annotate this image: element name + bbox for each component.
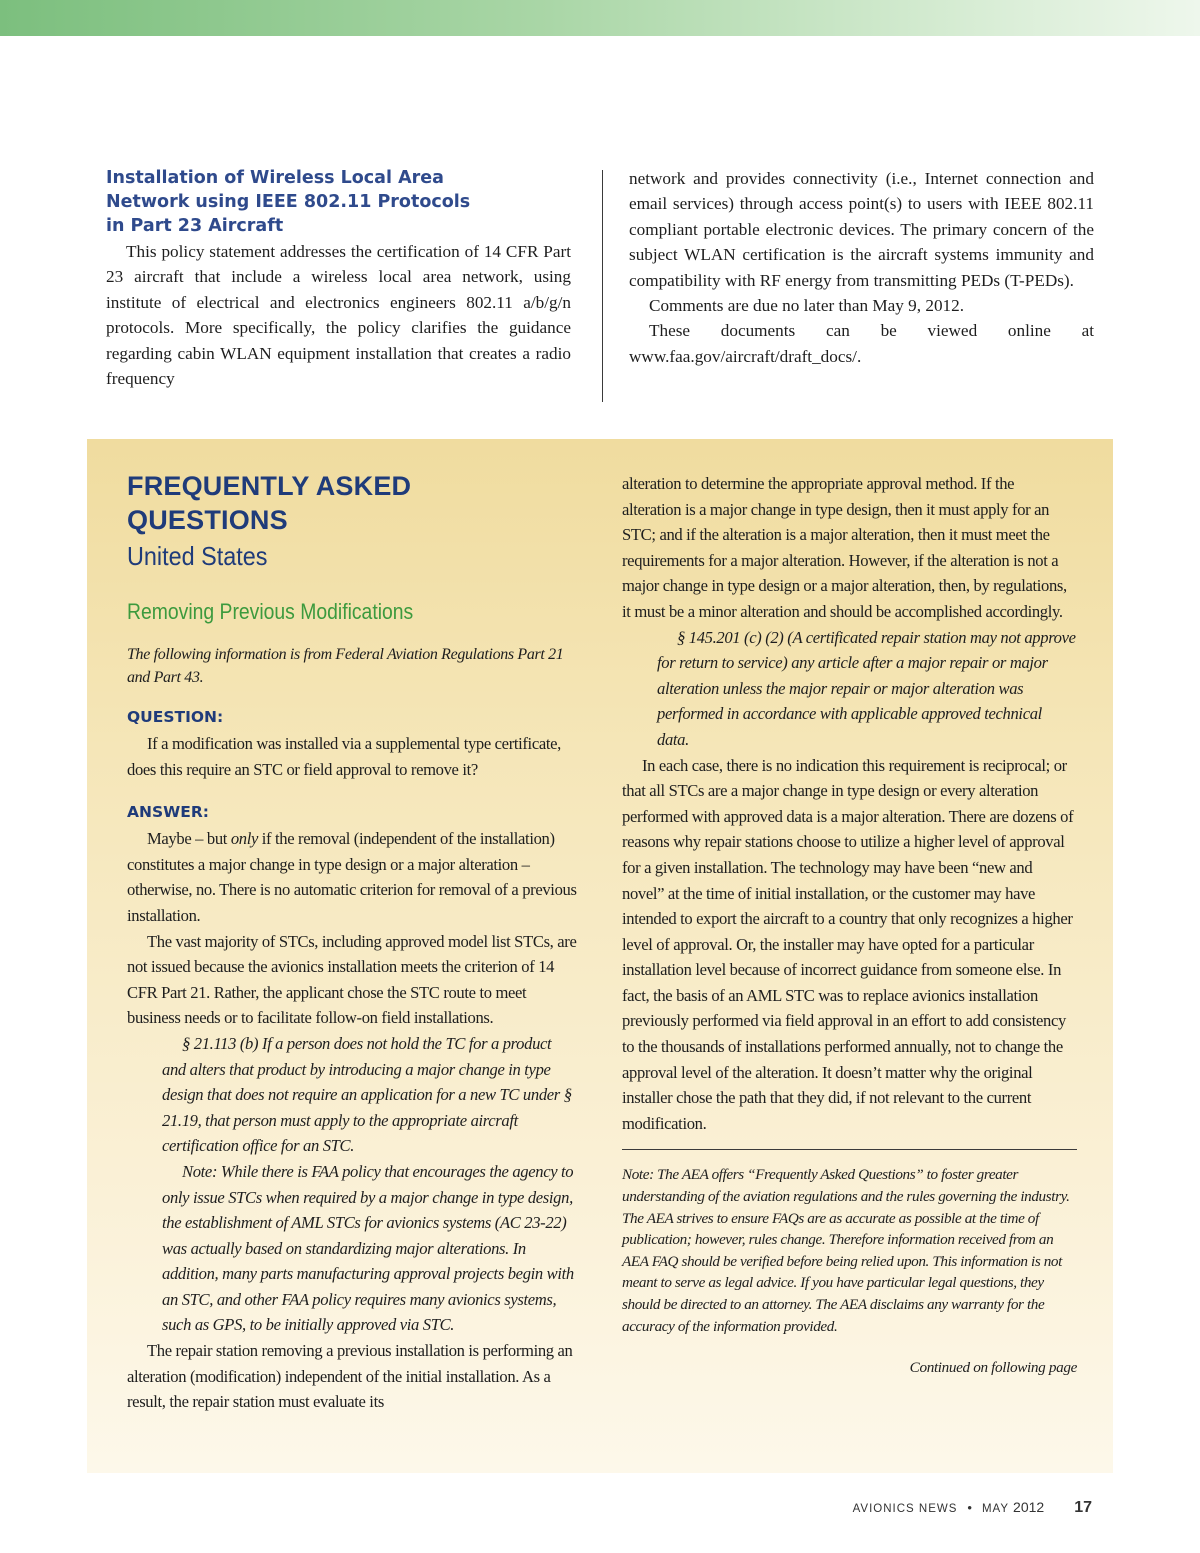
question-label: QUESTION: [127, 708, 224, 726]
article-left-column [106, 166, 571, 391]
answer-paragraph-1: Maybe – but only if the removal (independent of the installation) constitutes a major change in type design or a major alteration – otherwise, no. There is no automatic criterion for removal of a previous installation. [127, 829, 577, 925]
footer-bullet: • [967, 1500, 972, 1515]
online-location: These documents can be viewed online at www.faa.gov/aircraft/draft_docs/. [629, 321, 1094, 366]
issue-month: MAY [981, 1503, 1010, 1515]
continued-notice: Continued on following page [909, 1359, 1077, 1377]
quote-145-201: § 145.201 (c) (2) (A certificated repair station may not approve for return to service) any article after a major repair or major alteration unless the major repair or major alteration was performed in accordance with applicable approved technical data. [657, 627, 1076, 749]
question-text: If a modification was installed via a supplemental type certificate, does this require an STC or field approval to remove it? [127, 734, 561, 779]
answer-label: ANSWER: [127, 803, 209, 822]
faq-intro: The following information is from Federal Aviation Regulations Part 21 and Part 43. [127, 646, 564, 686]
publication-name: AVIONICS NEWS [852, 1503, 958, 1515]
comments-due: Comments are due no later than May 9, 2012. [649, 296, 965, 316]
answer-paragraph-continued: alteration to determine the appropriate approval method. If the alteration is a major change in type design, then it must apply for an STC; and if the alteration is a major alteration, then it must meet the requirements for a major alteration. However, if the alteration is not a major change in type design or a major alteration, then, by regulations, it must be a minor alteration and should be accomplished accordingly. [622, 474, 1067, 621]
faq-left-column [127, 469, 577, 1415]
answer-paragraph-2: The vast majority of STCs, including approved model list STCs, are not issued because the avionics installation meets the criterion of 14 CFR Part 21. Rather, the applicant chose the STC route to meet business needs or to facilitate follow-on field installations. [127, 931, 577, 1028]
page-number: 17 [1074, 1499, 1092, 1516]
faq-right-column [622, 471, 1077, 1381]
answer-paragraph-3: The repair station removing a previous installation is performing an alteration (modification) independent of the initial installation. As a result, the repair station must evaluate its [127, 1341, 573, 1412]
faq-section-heading: Removing Previous Modifications [127, 599, 414, 624]
faq-box [87, 439, 1113, 1473]
column-divider [602, 170, 603, 402]
page-footer [853, 1499, 1092, 1521]
faq-subtitle: United States [127, 541, 268, 571]
disclaimer-divider [622, 1149, 1077, 1150]
wlan-article [106, 166, 1094, 402]
issue-year: 2012 [1013, 1499, 1045, 1515]
aea-disclaimer: Note: The AEA offers “Frequently Asked Questions” to foster greater understanding of the aviation regulations and the rules governing the industry. The AEA strives to ensure FAQs are as accurate as possible at the time of publication; however, rules change. Therefore information received from an AEA FAQ should be verified before being relied upon. This information is not meant to serve as legal advice. If you have particular legal questions, they should be directed to an attorney. The AEA disclaims any warranty for the accuracy of the information provided. [622, 1166, 1070, 1335]
article-paragraph-continued: network and provides connectivity (i.e., Internet connection and email services) through access point(s) to users with IEEE 802.11 compliant portable electronic devices. The primary concern of the subject WLAN certification is the aircraft systems immunity and compatibility with RF energy from transmitting PEDs (T-PEDs). [629, 169, 1094, 290]
answer-paragraph-4: In each case, there is no indication this requirement is reciprocal; or that all STCs are a major change in type design or every alteration performed with approved data is a major alteration. There are dozens of reasons why repair stations choose to utilize a higher level of approval for a given installation. The technology may have been “new and novel” at the time of initial installation, or the customer may have intended to export the aircraft to a country that only recognizes a higher level of approval. Or, the installer may have opted for a particular installation level because of incorrect guidance from someone else. In fact, the basis of an AML STC was to replace avionics installation previously performed via field approval in an effort to add consistency to the thousands of installations performed annually, not to change the approval level of the alteration. It doesn’t matter why the original installer chose the path that they did, if not relevant to the current modification. [622, 755, 1074, 1133]
article-paragraph: This policy statement addresses the certification of 14 CFR Part 23 aircraft that include a wireless local area network, using institute of electrical and electronics engineers 802.11 a/b/g/n protocols. More specifically, the policy clarifies the guidance regarding cabin WLAN equipment installation that creates a radio frequency [106, 242, 571, 389]
faq-title: FREQUENTLY ASKED QUESTIONS [127, 471, 412, 535]
article-right-column [629, 166, 1094, 369]
quote-21-113: § 21.113 (b) If a person does not hold the TC for a product and alters that product by introducing a major change in type design that does not require an application for a new TC under § 21.19, that person must apply to the appropriate aircraft certification office for an STC. [162, 1033, 572, 1156]
quote-faa-note: Note: While there is FAA policy that encourages the agency to only issue STCs when required by a major change in type design, the establishment of AML STCs for avionics systems (AC 23-22) was actually based on standardizing major alterations. In addition, many parts manufacturing approval projects begin with an STC, and other FAA policy requires many avionics systems, such as GPS, to be initially approved via STC. [162, 1161, 574, 1335]
article-title: Installation of Wireless Local Area Network using IEEE 802.11 Protocols in Part 23 Aircraft [106, 168, 471, 236]
top-color-band [0, 0, 1200, 36]
